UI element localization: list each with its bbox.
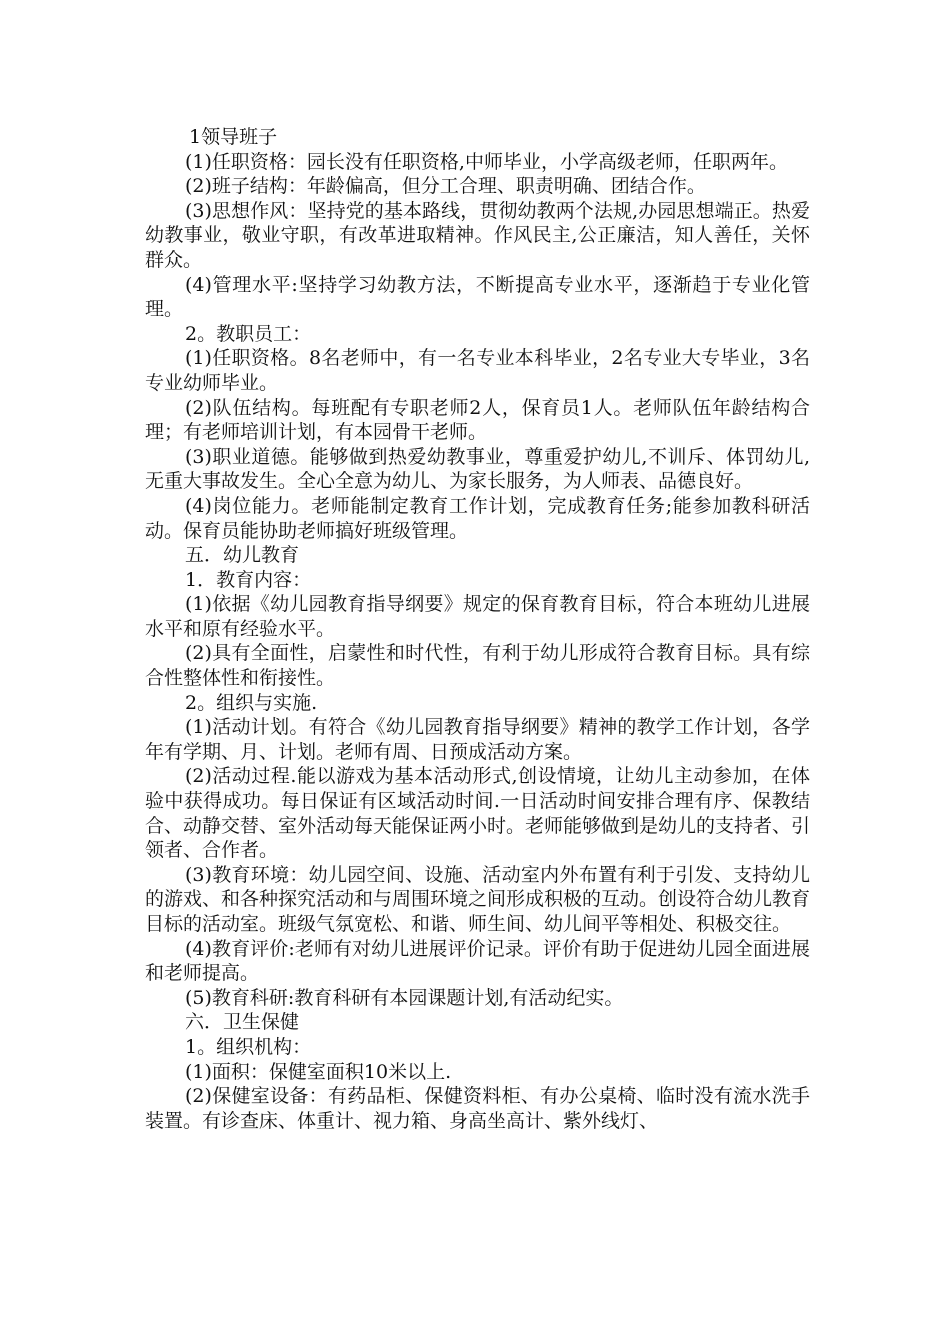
document-body — [145, 125, 810, 1133]
paragraph: (3)职业道德。能够做到热爱幼教事业，尊重爱护幼儿,不训斥、体罚幼儿,无重大事故发生。全心全意为幼儿、为家长服务，为人师表、品德良好。 — [145, 445, 810, 493]
paragraph: (2)班子结构：年龄偏高，但分工合理、职责明确、团结合作。 — [185, 175, 706, 198]
paragraph: (3)思想作风：坚持党的基本路线，贯彻幼教两个法规,办园思想端正。热爱幼教事业，敬业守职，有改革进取精神。作风民主,公正廉洁，知人善任，关怀群众。 — [145, 199, 810, 271]
paragraph: (4)教育评价:老师有对幼儿进展评价记录。评价有助于促进幼儿园全面进展和老师提高。 — [145, 937, 810, 985]
paragraph: (1)任职资格。8名老师中，有一名专业本科毕业，2名专业大专毕业，3名专业幼师毕业。 — [145, 347, 810, 394]
paragraph: (2)具有全面性，启蒙性和时代性，有利于幼儿形成符合教育目标。具有综合性整体性和衔接性。 — [145, 642, 810, 690]
paragraph: (1)依据《幼儿园教育指导纲要》规定的保育教育目标，符合本班幼儿进展水平和原有经验水平。 — [145, 593, 810, 640]
paragraph: 1领导班子 — [189, 126, 278, 148]
paragraph: (2)活动过程.能以游戏为基本活动形式,创设情境，让幼儿主动参加，在体验中获得成功。每日保证有区域活动时间.一日活动时间安排合理有序、保教结合、动静交替、室外活动每天能保证两小时。老师能够做到是幼儿的支持者、引领者、合作者。 — [145, 765, 811, 862]
section-heading: 1。组织机构： — [185, 1035, 312, 1058]
section-heading: 六．卫生保健 — [185, 1011, 300, 1034]
paragraph: (2)保健室设备：有药品柜、保健资料柜、有办公桌椅、临时没有流水洗手装置。有诊查床、体重计、视力箱、身高坐高计、紫外线灯、 — [145, 1085, 810, 1132]
paragraph: (1)任职资格：园长没有任职资格,中师毕业，小学高级老师，任职两年。 — [185, 150, 788, 173]
paragraph: (4)岗位能力。老师能制定教育工作计划，完成教育任务;能参加教科研活动。保育员能协助老师搞好班级管理。 — [145, 494, 810, 542]
section-heading: 五．幼儿教育 — [185, 544, 300, 567]
paragraph: (1)面积：保健室面积10米以上. — [185, 1060, 452, 1083]
paragraph: (2)队伍结构。每班配有专职老师2人，保育员1人。老师队伍年龄结构合理；有老师培训计划，有本园骨干老师。 — [145, 396, 810, 444]
section-heading: 2。教职员工： — [185, 322, 312, 345]
paragraph: (5)教育科研:教育科研有本园课题计划,有活动纪实。 — [185, 986, 624, 1009]
section-heading: 2。组织与实施. — [185, 691, 318, 714]
paragraph: (1)活动计划。有符合《幼儿园教育指导纲要》精神的教学工作计划，各学年有学期、月、计划。老师有周、日预成活动方案。 — [145, 716, 810, 763]
paragraph: (3)教育环境：幼儿园空间、设施、活动室内外布置有利于引发、支持幼儿的游戏、和各种探究活动和与周围环境之间形成积极的互动。创设符合幼儿教育目标的活动室。班级气氛宽松、和谐、师生间、幼儿间平等相处、积极交往。 — [145, 863, 811, 935]
section-heading: 1．教育内容： — [185, 568, 312, 591]
paragraph: (4)管理水平:坚持学习幼教方法，不断提高专业水平，逐渐趋于专业化管理。 — [145, 273, 810, 321]
